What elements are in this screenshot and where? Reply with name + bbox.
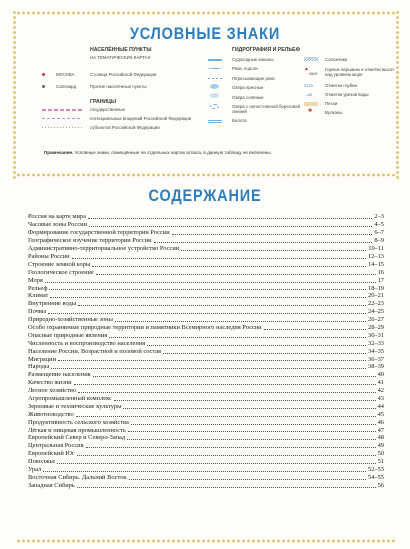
toc-entry-title: Продуктивность сельского хозяйства	[28, 418, 129, 426]
toc-entry[interactable]	[28, 213, 384, 221]
peak-sample: 4509	[309, 72, 318, 76]
toc-entry[interactable]	[28, 466, 384, 474]
toc-entry-title: Агропромышленный комплекс	[28, 394, 112, 402]
toc-entry[interactable]	[28, 410, 384, 418]
toc-leader-dots	[115, 321, 366, 322]
toc-leader-dots	[45, 282, 376, 283]
swamp-label: Болота	[232, 118, 247, 123]
toc-leader-dots	[49, 289, 366, 290]
water-level-label: Отметки урезов воды	[325, 92, 369, 97]
toc-entry-title: Климат	[28, 292, 49, 300]
toc-entry-page: 45	[377, 410, 384, 418]
toc-leader-dots	[78, 392, 376, 393]
toc-leader-dots	[48, 313, 366, 314]
dry-river-symbol	[208, 78, 222, 79]
toc-leader-dots	[172, 234, 373, 235]
note-label: Примечание.	[44, 150, 74, 155]
settlement-sample: Салехард	[56, 84, 77, 89]
toc-entry[interactable]	[28, 450, 384, 458]
toc-entry-page: 28–29	[368, 323, 384, 331]
toc-entry[interactable]	[28, 300, 384, 308]
toc-entry[interactable]	[28, 402, 384, 410]
toc-entry-title: Моря	[28, 276, 43, 284]
toc-entry-page: 49	[377, 442, 384, 450]
volcano-label: Вулканы	[325, 110, 343, 115]
toc-leader-dots	[114, 400, 376, 401]
toc-entry[interactable]	[28, 347, 384, 355]
section-divider-ornament	[16, 172, 396, 178]
toc-entry-title: Западная Сибирь	[28, 481, 75, 489]
toc-leader-dots	[109, 337, 366, 338]
toc-entry[interactable]	[28, 292, 384, 300]
toc-entry[interactable]	[28, 442, 384, 450]
toc-entry-page: 24–25	[368, 308, 384, 316]
toc-entry[interactable]	[28, 363, 384, 371]
swamp-symbol	[208, 119, 222, 123]
salt-marsh-label: Солончаки	[325, 57, 348, 62]
legend-heading: УСЛОВНЫЕ ЗНАКИ	[129, 24, 281, 43]
toc-entry-title: Рельеф	[28, 284, 48, 292]
toc-entry-page: 38–39	[368, 363, 384, 371]
toc-leader-dots	[128, 431, 376, 432]
legend-note	[44, 150, 272, 155]
toc-leader-dots	[43, 471, 366, 472]
toc-entry-title: Численность и воспроизводство населения	[28, 339, 146, 347]
top-ornament	[16, 10, 396, 16]
toc-leader-dots	[50, 297, 366, 298]
hydrography-title: ГИДРОГРАФИЯ И РЕЛЬЕФ	[232, 47, 301, 53]
toc-entry-title: Центральная Россия	[28, 442, 84, 450]
toc-entry-title: Формирование государственной территории России	[28, 229, 170, 237]
toc-entry-page: 47	[377, 426, 384, 434]
toc-entry-page: 46	[377, 418, 384, 426]
toc-entry-title: Географическое изучение территории России	[28, 237, 152, 245]
toc-entry[interactable]	[28, 355, 384, 363]
toc-entry[interactable]	[28, 252, 384, 260]
toc-entry-page: 8–9	[374, 237, 384, 245]
toc-entry-title: Лесное хозяйство	[28, 387, 77, 395]
settlements-title: НАСЕЛЁННЫЕ ПУНКТЫ	[90, 47, 152, 53]
dry-river-label: Пересыхающие реки	[232, 76, 275, 81]
toc-entry[interactable]	[28, 229, 384, 237]
toc-entry-page: 18–19	[368, 284, 384, 292]
table-of-contents	[28, 213, 384, 489]
toc-entry-page: 42	[377, 387, 384, 395]
toc-entry-page: 16	[377, 268, 384, 276]
salt-marsh-symbol	[304, 57, 318, 61]
toc-entry[interactable]	[28, 276, 384, 284]
toc-entry[interactable]	[28, 418, 384, 426]
toc-leader-dots	[58, 360, 366, 361]
river-label: Реки, пороги	[232, 66, 258, 71]
toc-entry-title: Миграции	[28, 355, 57, 363]
toc-entry-page: 56	[377, 481, 384, 489]
toc-leader-dots	[163, 353, 366, 354]
toc-entry-page: 43	[377, 394, 384, 402]
variable-lake-label: Озёра с непостоянной береговой линией	[232, 104, 300, 115]
toc-entry[interactable]	[28, 434, 384, 442]
toc-entry-page: 34–35	[368, 347, 384, 355]
toc-entry-page: 40	[377, 371, 384, 379]
salt-lake-symbol	[210, 93, 219, 98]
toc-entry-page: 2–3	[374, 213, 384, 221]
toc-leader-dots	[123, 408, 375, 409]
toc-entry-page: 17	[377, 276, 384, 284]
settlements-subtitle: НА ТЕМАТИЧЕСКИХ КАРТАХ	[90, 55, 151, 60]
toc-leader-dots	[181, 250, 366, 251]
toc-entry[interactable]	[28, 316, 384, 324]
depth-sample: 3720	[304, 83, 313, 88]
toc-entry-page: 41	[377, 379, 384, 387]
volcano-icon: ✱	[308, 108, 313, 114]
toc-entry[interactable]	[28, 473, 384, 481]
toc-leader-dots	[129, 479, 366, 480]
toc-entry-page: 36–37	[368, 355, 384, 363]
toc-entry-title: Внутренние воды	[28, 300, 77, 308]
toc-entry[interactable]	[28, 237, 384, 245]
toc-entry-title: Административно-территориальное устройство России	[28, 245, 180, 253]
toc-entry[interactable]	[28, 426, 384, 434]
toc-entry-title: Урал	[28, 465, 42, 473]
toc-entry-page: 51	[377, 458, 384, 466]
toc-entry[interactable]	[28, 260, 384, 268]
capital-label: Столица Российской Федерации	[90, 72, 157, 77]
toc-entry[interactable]	[28, 371, 384, 379]
potential-border-symbol	[42, 118, 82, 119]
toc-entry-title: Почвы	[28, 308, 47, 316]
toc-leader-dots	[57, 463, 375, 464]
toc-entry-page: 22–23	[368, 300, 384, 308]
capital-symbol	[42, 73, 45, 76]
toc-entry-page: 44	[377, 402, 384, 410]
toc-leader-dots	[74, 384, 376, 385]
subject-border-label: субъектов Российской Федерации	[90, 125, 160, 130]
toc-entry-title: Лёгкая и пищевая промышленность	[28, 426, 126, 434]
toc-entry-page: 32–33	[368, 339, 384, 347]
capital-sample: МОСКВА	[56, 72, 75, 77]
canal-symbol	[208, 59, 222, 61]
toc-leader-dots	[154, 242, 373, 243]
toc-entry-title: Часовые зоны России	[28, 221, 88, 229]
toc-leader-dots	[76, 416, 376, 417]
toc-entry-page: 26–27	[368, 316, 384, 324]
toc-entry[interactable]	[28, 379, 384, 387]
toc-entry[interactable]	[28, 268, 384, 276]
toc-entry-title: Природно-хозяйственные зоны	[28, 316, 113, 324]
toc-leader-dots	[72, 258, 366, 259]
toc-leader-dots	[147, 345, 366, 346]
bottom-ornament	[16, 538, 396, 544]
toc-entry-page: 14–15	[368, 260, 384, 268]
toc-entry[interactable]	[28, 284, 384, 292]
settlement-label: Прочие населённые пункты	[90, 84, 147, 89]
right-ornament	[395, 10, 400, 180]
settlement-symbol	[42, 85, 45, 88]
toc-entry-page: 10–11	[368, 245, 384, 253]
fresh-lake-symbol	[210, 84, 219, 89]
sand-label: Пески	[325, 101, 338, 106]
toc-entry[interactable]	[28, 331, 384, 339]
toc-leader-dots	[78, 305, 366, 306]
toc-leader-dots	[92, 266, 366, 267]
toc-leader-dots	[131, 424, 376, 425]
toc-entry-title: Россия на карте мира	[28, 213, 86, 221]
toc-entry[interactable]	[28, 339, 384, 347]
toc-entry[interactable]	[28, 245, 384, 253]
toc-entry-title: Европейский Север и Северо-Запад	[28, 434, 126, 442]
toc-entry[interactable]	[28, 394, 384, 402]
toc-leader-dots	[88, 218, 372, 219]
toc-entry-page: 20–21	[368, 292, 384, 300]
contents-heading: СОДЕРЖАНИЕ	[148, 186, 262, 205]
toc-entry-title: Строение земной коры	[28, 260, 91, 268]
toc-entry-page: 54–55	[368, 473, 384, 481]
toc-entry-page: 52–53	[368, 465, 384, 473]
state-border-label: государственные	[90, 107, 126, 112]
toc-entry[interactable]	[28, 481, 384, 489]
fresh-lake-label: Озёра пресные	[232, 85, 264, 90]
sand-symbol	[304, 102, 318, 106]
toc-entry-title: Геологическое строение	[28, 268, 94, 276]
water-level-sample: -28	[306, 92, 312, 97]
toc-leader-dots	[51, 368, 366, 369]
toc-entry-title: Народы	[28, 363, 50, 371]
toc-entry-page: 48	[377, 434, 384, 442]
toc-entry-page: 12–13	[368, 252, 384, 260]
toc-leader-dots	[77, 455, 376, 456]
salt-lake-label: Озёра солёные	[232, 95, 264, 100]
subject-border-symbol	[42, 127, 82, 128]
toc-entry-title: Опасные природные явления	[28, 331, 108, 339]
toc-entry-title: Поволжье	[28, 458, 56, 466]
left-ornament	[12, 10, 17, 180]
toc-entry-title: Европейский Юг	[28, 450, 75, 458]
depth-label: Отметки глубин	[325, 83, 358, 88]
toc-entry[interactable]	[28, 387, 384, 395]
toc-entry-page: 6–7	[374, 229, 384, 237]
canal-label: Судоходные каналы	[232, 57, 274, 62]
toc-entry-page: 30–31	[368, 331, 384, 339]
toc-leader-dots	[77, 487, 376, 488]
river-symbol	[208, 66, 222, 69]
note-text: Условные знаки, помещённые на отдельных картах атласа, в данную таблицу не включены.	[74, 150, 272, 155]
toc-entry-title: Население России. Возрастной и половой состав	[28, 347, 162, 355]
toc-entry-page: 4–5	[374, 221, 384, 229]
toc-leader-dots	[96, 274, 376, 275]
toc-leader-dots	[264, 329, 366, 330]
toc-leader-dots	[86, 447, 376, 448]
toc-entry-page: 50	[377, 450, 384, 458]
toc-entry-title: Животноводство	[28, 410, 74, 418]
borders-title: ГРАНИЦЫ	[90, 99, 117, 105]
state-border-symbol	[42, 109, 82, 111]
toc-leader-dots	[89, 226, 372, 227]
toc-entry-title: Размещение населения	[28, 371, 91, 379]
toc-entry-title: Районы России	[28, 252, 70, 260]
toc-entry-title: Восточная Сибирь. Дальний Восток	[28, 473, 127, 481]
toc-entry-title: Особо охраняемые природные территории и памятники Всемирного наследия России	[28, 323, 262, 331]
peak-label: Горные вершины и отметки высот над уровнем моря	[325, 67, 395, 78]
toc-entry[interactable]	[28, 308, 384, 316]
toc-entry[interactable]	[28, 221, 384, 229]
variable-lake-symbol	[210, 104, 219, 109]
potential-border-label: потенциальных владений Российской Федерации	[90, 116, 192, 121]
toc-leader-dots	[127, 439, 375, 440]
toc-entry[interactable]	[28, 323, 384, 331]
toc-entry-title: Зерновые и технические культуры	[28, 402, 122, 410]
toc-leader-dots	[93, 376, 376, 377]
toc-entry-title: Качество жизни	[28, 379, 72, 387]
toc-entry[interactable]	[28, 458, 384, 466]
peak-triangle-icon: ▲	[304, 66, 309, 72]
